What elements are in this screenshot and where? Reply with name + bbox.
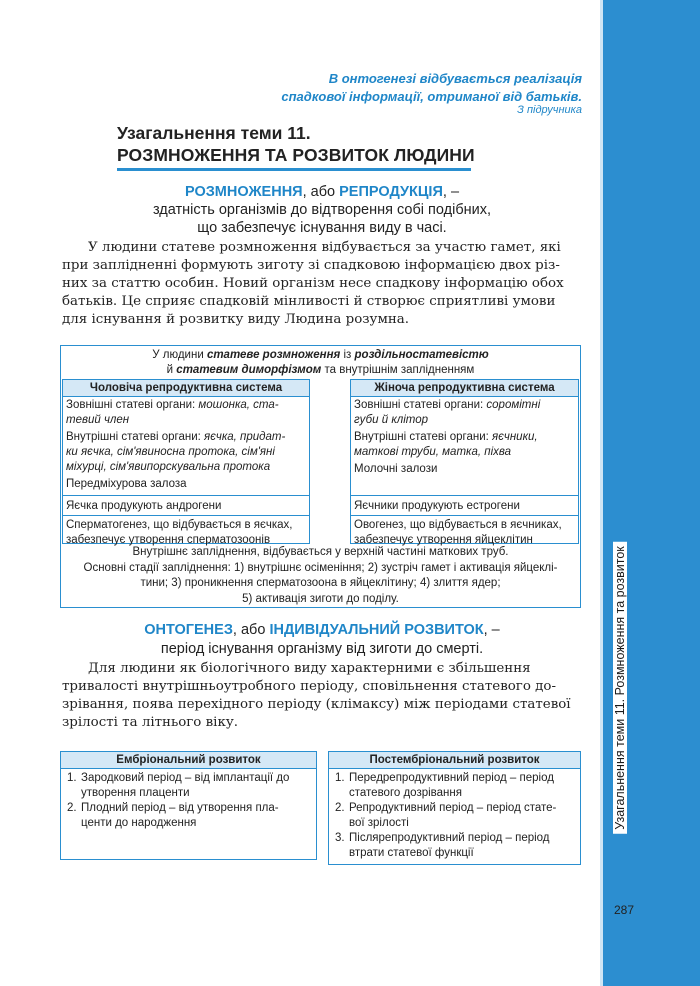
male-external-list: мошонка, ста- [198, 399, 279, 411]
list-number: 3. [335, 832, 345, 844]
female-internal-label: Внутрішні статеві органи: [354, 431, 493, 443]
list-text [81, 801, 279, 831]
term-reproduction-synonym: РЕПРОДУКЦІЯ [339, 184, 443, 200]
female-internal-organs [351, 429, 578, 461]
list-text-line: утворення плаценти [81, 787, 190, 799]
fertilization-summary [62, 545, 579, 607]
male-gametogenesis-line: Сперматогенез, що відбувається в яєчках, [66, 519, 293, 531]
table-title-text: й [166, 364, 177, 376]
list-text-line: статевого дозрівання [349, 787, 462, 799]
male-external-label: Зовнішні статеві органи: [66, 399, 199, 411]
list-item [67, 771, 310, 801]
paragraph-line: них за статтю особин. Новий організм несе спадкову інформацію обох [62, 276, 564, 291]
male-internal-list-cont: міхурці, сім'явипорскувальна протока [66, 461, 271, 473]
paragraph-line: батьків. Це сприяє спадковій мінливості й створює сприятливі умови [62, 294, 556, 309]
fertilization-line: Основні стадії запліднення: 1) внутрішнє осіменіння; 2) зустріч гамет і активація яйцеклі- [83, 561, 558, 574]
female-gametogenesis [351, 515, 578, 549]
embryonic-header: Ембріональний розвиток [60, 751, 317, 769]
male-system-header: Чоловіча репродуктивна система [62, 379, 310, 397]
term-ontogenesis: ОНТОГЕНЕЗ [144, 622, 233, 638]
table-title-emphasis: роздільностатевістю [354, 349, 489, 361]
table-title-text: та внутрішнім заплідненням [321, 364, 475, 376]
female-system-column [350, 397, 579, 544]
heading-underline [117, 168, 471, 171]
female-system-header: Жіноча репродуктивна система [350, 379, 579, 397]
list-text-line: Післярепродуктивний період – період [349, 832, 550, 844]
list-number: 2. [335, 802, 345, 814]
female-gland: Молочні залози [354, 463, 438, 475]
paragraph-line: зрілості та літнього віку. [62, 715, 238, 730]
list-text-line: Репродуктивний період – період стате- [349, 802, 557, 814]
table-title [61, 346, 580, 378]
definition-dash: , – [483, 622, 500, 638]
table-title-emphasis: статевим диморфізмом [176, 364, 322, 376]
list-text-line: центи до народження [81, 817, 197, 829]
fertilization-line: тини; 3) проникнення сперматозоона в яйцеклітину; 4) злиття ядер; [140, 577, 501, 589]
list-number: 1. [67, 772, 77, 784]
male-external-organs [63, 397, 309, 429]
topic-heading: Узагальнення теми 11. [117, 123, 311, 143]
postembryonic-header: Постембріональний розвиток [328, 751, 581, 769]
male-internal-list-cont: ки яєчка, сім'явиносна протока, сім'яні [66, 446, 275, 458]
list-text [349, 801, 556, 831]
female-external-label: Зовнішні статеві органи: [354, 399, 487, 411]
male-system-column [62, 397, 310, 544]
definition-ontogenesis-line-2: період існування організму від зиготи до смерті. [160, 641, 484, 657]
embryonic-list-box [60, 769, 317, 860]
female-external-organs [351, 397, 578, 429]
list-text-line: втрати статевої функції [349, 847, 474, 859]
side-running-title: Узагальнення теми 11. Розмноження та розвиток [613, 542, 627, 834]
definition-reproduction [62, 183, 582, 201]
fertilization-line: 5) активація зиготи до поділу. [242, 592, 399, 605]
term-reproduction: РОЗМНОЖЕННЯ [184, 184, 303, 200]
postembryonic-list-box [328, 769, 581, 865]
definition-line-3: що забезпечує існування виду в часі. [197, 220, 447, 236]
paragraph-line: для існування й розвитку виду Людина розумна. [62, 312, 410, 327]
male-gametogenesis [63, 515, 309, 549]
female-gametogenesis-line: Овогенез, що відбувається в яєчниках, [354, 519, 562, 531]
paragraph-line: при заплідненні формують зиготу зі спадковою інформацією двох різ- [62, 258, 560, 273]
epigraph-source: З підручника [517, 104, 582, 116]
paragraph-line: У людини статеве розмноження відбувається за участю гамет, які [88, 240, 561, 255]
table-title-text: У людини [152, 349, 207, 361]
list-text [349, 831, 550, 861]
side-label-container [600, 0, 640, 986]
male-internal-organs [63, 429, 309, 476]
list-text-line: Зародковий період – від імплантації до [81, 772, 290, 784]
list-item [335, 831, 574, 861]
epigraph-line-2: спадкової інформації, отриманої від батьків. [281, 89, 582, 104]
list-number: 2. [67, 802, 77, 814]
female-internal-list: яєчники, [492, 431, 538, 443]
male-external-list-cont: тевий член [66, 414, 130, 426]
paragraph-line: зрівання, поява перехідного періоду (клімаксу) між періодами статевої [62, 697, 571, 712]
paragraph-line: тривалості внутрішньоутробного періоду, сповільнення статевого до- [62, 679, 556, 694]
definition-conj: , або [302, 184, 340, 200]
female-internal-list-cont: маткові труби, матка, піхва [354, 446, 512, 458]
table-title-emphasis: статеве розмноження [206, 349, 341, 361]
definition-dash: , – [442, 184, 460, 200]
list-text-line: Передрепродуктивний період – період [349, 772, 554, 784]
table-title-text: із [340, 349, 355, 361]
postembryonic-list [335, 771, 574, 861]
definition-ontogenesis [62, 621, 582, 639]
list-item [67, 801, 310, 831]
female-external-list: соромітні [486, 399, 541, 411]
paragraph-ontogenesis [62, 660, 582, 732]
male-gametogenesis-line: забезпечує утворення сперматозоонів [66, 534, 271, 546]
male-internal-label: Внутрішні статеві органи: [66, 431, 205, 443]
list-text-line: вої зрілості [349, 817, 409, 829]
male-internal-list: яєчка, придат- [204, 431, 286, 443]
term-ontogenesis-synonym: ІНДИВІДУАЛЬНИЙ РОЗВИТОК [269, 622, 484, 638]
paragraph-line: Для людини як біологічного виду характерними є збільшення [88, 661, 531, 676]
female-external-list-cont: губи й клітор [354, 414, 429, 426]
female-hormones: Яєчники продукують естрогени [351, 495, 578, 515]
page-number: 287 [614, 903, 635, 917]
list-text-line: Плодний період – від утворення пла- [81, 802, 279, 814]
paragraph-reproduction [62, 239, 582, 329]
list-text [81, 771, 289, 801]
list-item [335, 771, 574, 801]
list-item [335, 801, 574, 831]
list-text [349, 771, 554, 801]
topic-title: РОЗМНОЖЕННЯ ТА РОЗВИТОК ЛЮДИНИ [117, 145, 475, 165]
female-gametogenesis-line: забезпечує утворення яйцеклітин [354, 534, 533, 546]
fertilization-line: Внутрішнє запліднення, відбувається у верхній частині маткових труб. [132, 546, 509, 558]
list-number: 1. [335, 772, 345, 784]
definition-conj: , або [232, 622, 270, 638]
definition-line-2: здатність організмів до відтворення собі подібних, [152, 202, 492, 218]
male-gland: Передміхурова залоза [66, 478, 187, 490]
male-hormones: Яєчка продукують андрогени [63, 495, 309, 515]
embryonic-list [67, 771, 310, 831]
epigraph-line-1: В онтогенезі відбувається реалізація [328, 71, 582, 86]
